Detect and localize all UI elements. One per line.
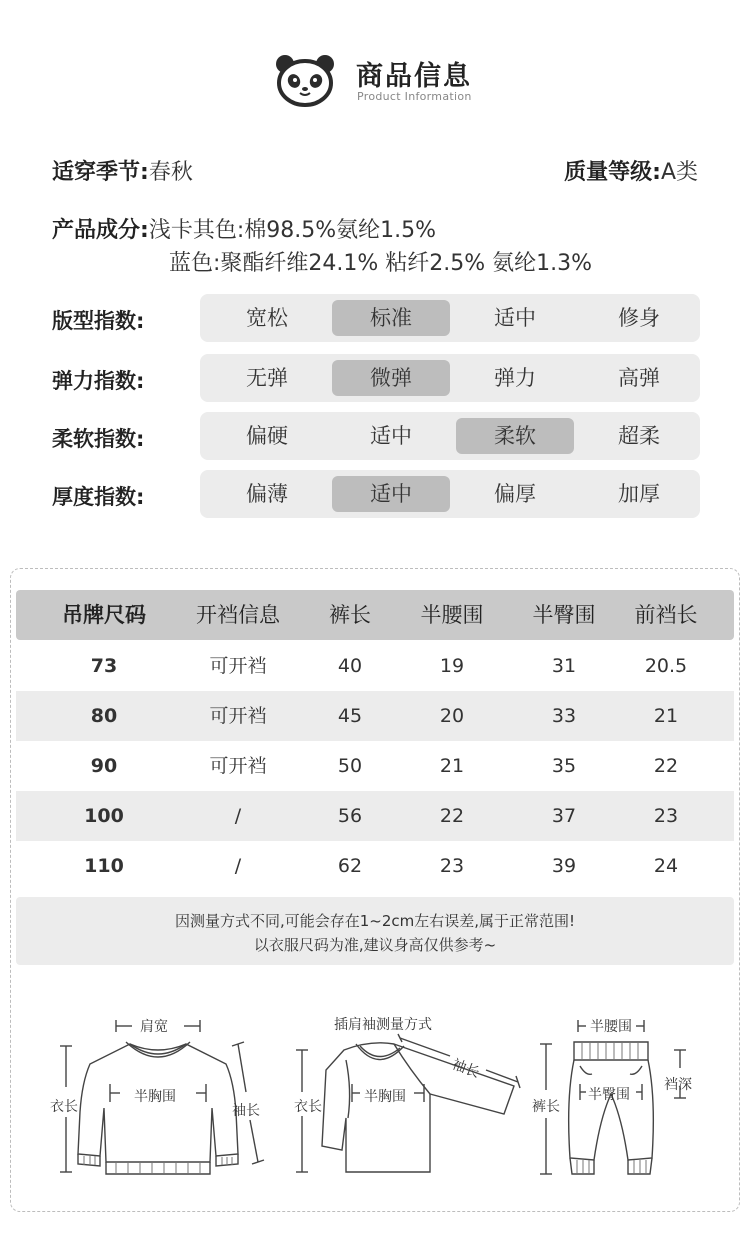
- index-row: [52, 354, 700, 402]
- table-cell: 80: [90, 705, 118, 727]
- table-cell: 31: [551, 655, 577, 677]
- pants-hip-label: 半臀围: [588, 1087, 630, 1103]
- table-cell: 50: [337, 755, 363, 777]
- season-value: 春秋: [148, 160, 193, 185]
- column-header: 半腰围: [420, 603, 484, 627]
- table-cell: 73: [90, 655, 118, 677]
- index-option: 偏薄: [246, 482, 288, 506]
- index-scale: [200, 470, 700, 518]
- index-option: 适中: [494, 306, 536, 330]
- sweater-sleeve-label: 袖长: [232, 1103, 260, 1119]
- pants-waist-label: 半腰围: [590, 1019, 632, 1035]
- table-cell: /: [234, 855, 242, 877]
- index-option: 宽松: [246, 306, 288, 330]
- table-cell: 可开裆: [209, 705, 267, 727]
- index-option: 弹力: [494, 366, 536, 390]
- table-cell: 56: [337, 805, 363, 827]
- page-title: 商品信息: [356, 61, 472, 92]
- column-header: 裤长: [329, 603, 371, 627]
- raglan-diagram-icon: [290, 1030, 530, 1190]
- table-row: [16, 741, 734, 791]
- table-cell: 40: [337, 655, 363, 677]
- index-row: [52, 294, 700, 342]
- grade-info: [564, 155, 698, 186]
- table-cell: 22: [653, 755, 679, 777]
- column-header: 吊牌尺码: [62, 603, 146, 627]
- column-header: 开裆信息: [196, 603, 280, 627]
- index-label: 弹力指数:: [52, 369, 145, 393]
- composition-info: [52, 213, 436, 244]
- measurement-note: [16, 897, 734, 965]
- table-cell: 可开裆: [209, 755, 267, 777]
- table-cell: 23: [439, 855, 465, 877]
- index-option: 加厚: [618, 482, 660, 506]
- raglan-sleeve-label: 袖长: [449, 1056, 482, 1082]
- index-option: 适中: [370, 424, 412, 448]
- column-header: 半臀围: [532, 603, 596, 627]
- index-label: 厚度指数:: [52, 485, 145, 509]
- sweater-length-label: 衣长: [50, 1099, 78, 1115]
- season-info: [52, 155, 193, 186]
- index-scale: [200, 294, 700, 342]
- table-cell: 62: [337, 855, 363, 877]
- index-row: [52, 412, 700, 460]
- pants-length-label: 裤长: [532, 1099, 560, 1115]
- table-cell: 90: [90, 755, 118, 777]
- table-row: [16, 791, 734, 841]
- index-option: 超柔: [618, 424, 660, 448]
- sweater-shoulder-label: 肩宽: [140, 1019, 168, 1035]
- index-option: 偏厚: [494, 482, 536, 506]
- table-cell: 45: [337, 705, 363, 727]
- note-line1: 因测量方式不同,可能会存在1~2cm左右误差,属于正常范围!: [174, 912, 576, 930]
- table-cell: 100: [84, 805, 124, 827]
- raglan-title-label: 插肩袖测量方式: [334, 1017, 432, 1033]
- size-table-header: [16, 590, 734, 640]
- index-label: 版型指数:: [52, 309, 145, 333]
- table-row: [16, 841, 734, 891]
- table-cell: 23: [653, 805, 679, 827]
- table-cell: 39: [551, 855, 577, 877]
- index-scale: [200, 354, 700, 402]
- pants-rise-label: 裆深: [664, 1077, 692, 1093]
- table-row: [16, 691, 734, 741]
- index-option: 无弹: [246, 366, 288, 390]
- table-cell: 37: [551, 805, 577, 827]
- table-cell: 33: [551, 705, 577, 727]
- table-cell: /: [234, 805, 242, 827]
- index-option: 高弹: [618, 366, 660, 390]
- raglan-length-label: 衣长: [294, 1099, 322, 1115]
- index-option-selected: 微弹: [332, 360, 450, 396]
- composition-label: 产品成分:: [52, 218, 149, 243]
- index-row: [52, 470, 700, 518]
- table-cell: 22: [439, 805, 465, 827]
- grade-label: 质量等级:: [564, 160, 661, 185]
- raglan-chest-label: 半胸围: [364, 1089, 406, 1105]
- composition-line1: 浅卡其色:棉98.5%氨纶1.5%: [148, 218, 437, 243]
- index-option: 修身: [618, 306, 660, 330]
- season-label: 适穿季节:: [52, 160, 149, 185]
- table-cell: 24: [653, 855, 679, 877]
- grade-value: A类: [660, 160, 698, 185]
- index-option-selected: 标准: [332, 300, 450, 336]
- table-cell: 可开裆: [209, 655, 267, 677]
- page-header: [0, 48, 750, 110]
- table-row: [16, 641, 734, 691]
- table-cell: 35: [551, 755, 577, 777]
- index-scale: [200, 412, 700, 460]
- index-option-selected: 柔软: [456, 418, 574, 454]
- table-cell: 21: [439, 755, 465, 777]
- index-option: 偏硬: [246, 424, 288, 448]
- table-cell: 21: [653, 705, 679, 727]
- panda-logo-icon: [274, 52, 336, 108]
- index-label: 柔软指数:: [52, 427, 145, 451]
- page-subtitle: Product Information: [357, 90, 472, 103]
- sweater-chest-label: 半胸围: [134, 1089, 176, 1105]
- index-option-selected: 适中: [332, 476, 450, 512]
- table-cell: 20.5: [644, 655, 688, 677]
- composition-line2: 蓝色:聚酯纤维24.1% 粘纤2.5% 氨纶1.3%: [169, 251, 593, 276]
- table-cell: 110: [84, 855, 124, 877]
- note-line2: 以衣服尺码为准,建议身高仅供参考~: [253, 936, 497, 954]
- table-cell: 19: [439, 655, 465, 677]
- table-cell: 20: [439, 705, 465, 727]
- column-header: 前裆长: [634, 603, 698, 627]
